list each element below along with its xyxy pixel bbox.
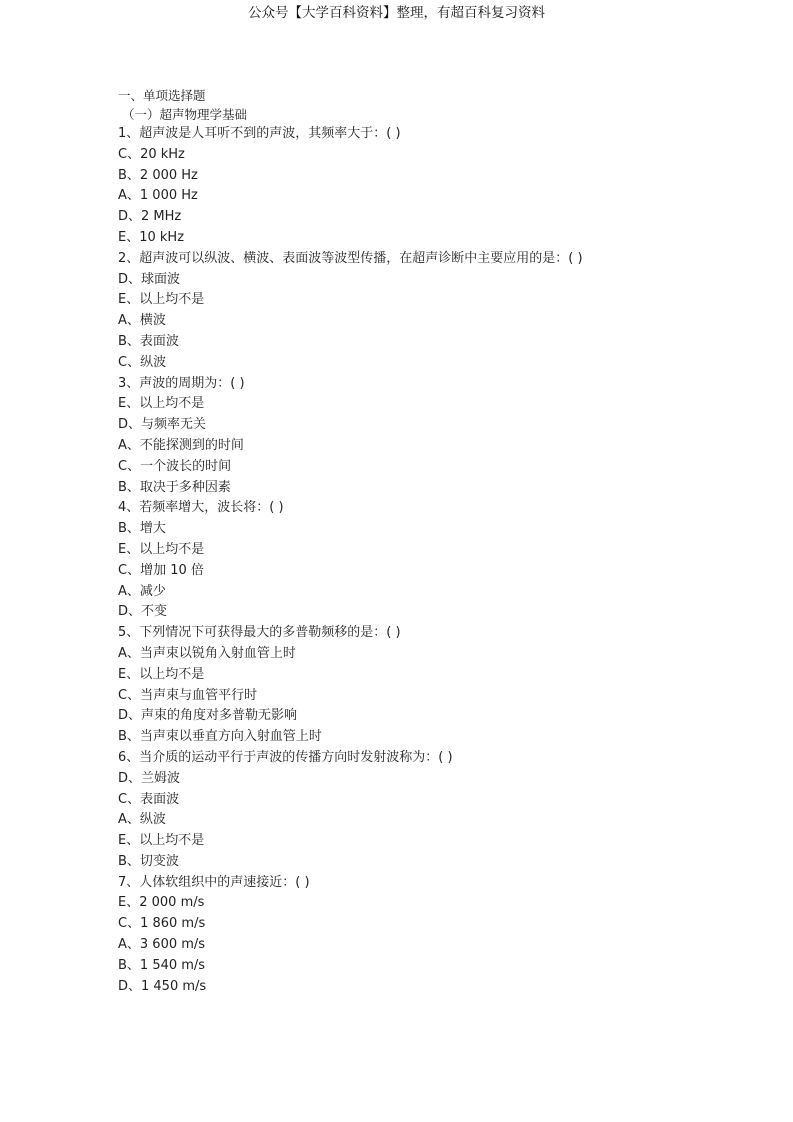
answer-option: B、2 000 Hz	[118, 167, 198, 183]
answer-option: C、当声束与血管平行时	[118, 687, 258, 703]
document-body	[118, 86, 718, 997]
question-block	[118, 873, 718, 998]
answer-option: B、取决于多种因素	[118, 479, 231, 495]
answer-option: E、以上均不是	[118, 396, 205, 412]
question-block	[118, 623, 718, 748]
answer-option: E、以上均不是	[118, 833, 205, 849]
question-block	[118, 124, 718, 249]
answer-option: D、与频率无关	[118, 417, 207, 433]
answer-option: D、兰姆波	[118, 770, 181, 786]
subsection-title: （一）超声物理学基础	[122, 107, 248, 122]
question-stem: 1、超声波是人耳听不到的声波，其频率大于：( )	[118, 126, 401, 141]
answer-option: C、表面波	[118, 791, 180, 807]
question-stem: 4、若频率增大，波长将：( )	[118, 500, 284, 516]
answer-option: A、减少	[118, 583, 166, 599]
answer-option: C、20 kHz	[118, 146, 185, 162]
question-stem: 2、超声波可以纵波、横波、表面波等波型传播，在超声诊断中主要应用的是：( )	[118, 250, 583, 266]
answer-option: B、增大	[118, 521, 166, 537]
answer-option: A、横波	[118, 313, 166, 329]
answer-option: B、表面波	[118, 333, 179, 349]
answer-option: C、一个波长的时间	[118, 458, 232, 474]
question-block	[118, 374, 718, 499]
answer-option: B、当声束以垂直方向入射血管上时	[118, 729, 322, 745]
answer-option: A、当声束以锐角入射血管上时	[118, 645, 296, 661]
answer-option: E、以上均不是	[118, 666, 205, 682]
answer-option: A、不能探测到的时间	[118, 437, 244, 453]
answer-option: E、2 000 m/s	[118, 895, 205, 911]
answer-option: E、10 kHz	[118, 229, 185, 245]
page-header: 公众号【大学百科资料】整理，有超百科复习资料	[248, 5, 545, 21]
answer-option: A、1 000 Hz	[118, 188, 198, 204]
question-block	[118, 249, 718, 374]
answer-option: A、3 600 m/s	[118, 937, 206, 953]
answer-option: E、以上均不是	[118, 292, 205, 308]
answer-option: C、1 860 m/s	[118, 916, 206, 932]
answer-option: E、以上均不是	[118, 541, 205, 557]
answer-option: D、2 MHz	[118, 209, 182, 225]
section-title: 一、单项选择题	[118, 88, 206, 103]
question-stem: 3、声波的周期为：( )	[118, 375, 245, 391]
answer-option: B、1 540 m/s	[118, 957, 206, 973]
answer-option: D、1 450 m/s	[118, 978, 207, 994]
answer-option: B、切变波	[118, 853, 179, 869]
answer-option: D、球面波	[118, 271, 181, 287]
question-block	[118, 748, 718, 873]
question-block	[118, 498, 718, 623]
answer-option: D、声束的角度对多普勒无影响	[118, 708, 298, 724]
answer-option: A、纵波	[118, 812, 166, 828]
answer-option: C、增加 10 倍	[118, 562, 204, 578]
question-list	[118, 124, 718, 997]
question-stem: 6、当介质的运动平行于声波的传播方向时发射波称为：( )	[118, 749, 453, 765]
question-stem: 5、下列情况下可获得最大的多普勒频移的是：( )	[118, 625, 401, 641]
answer-option: C、纵波	[118, 354, 167, 370]
question-stem: 7、人体软组织中的声速接近：( )	[118, 874, 310, 890]
answer-option: D、不变	[118, 604, 168, 620]
